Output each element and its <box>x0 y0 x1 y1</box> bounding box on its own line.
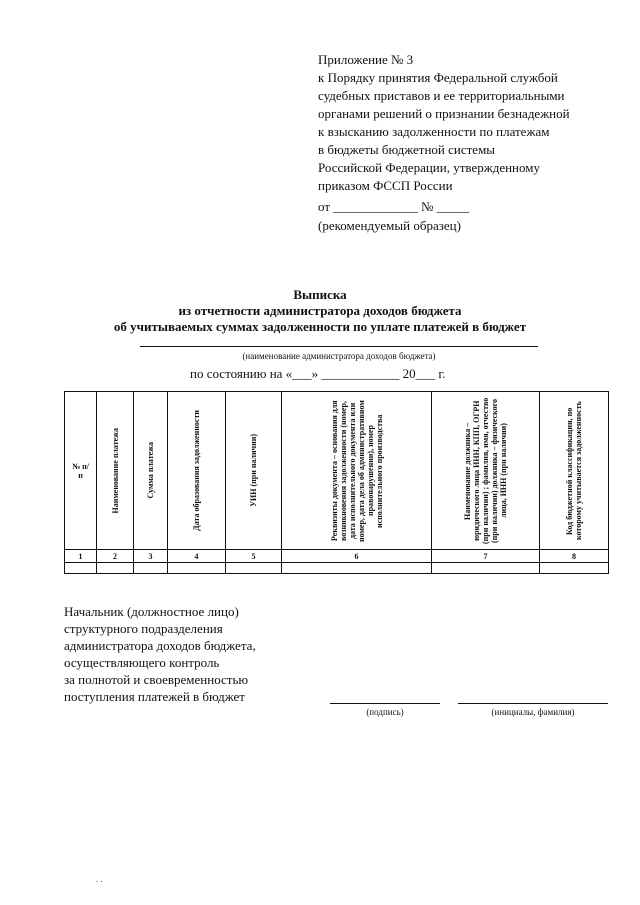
column-number: 6 <box>282 550 432 563</box>
name-field-line <box>458 703 608 704</box>
header-cell <box>226 392 282 550</box>
column-number: 3 <box>134 550 168 563</box>
header-label: Код бюджетной классификации, по которому учитывается задолженность <box>565 401 583 540</box>
table-cell <box>226 563 282 574</box>
appendix-block <box>318 51 570 216</box>
header-cell <box>65 392 97 550</box>
signature-line: администратора доходов бюджета, <box>64 638 256 653</box>
column-number: 2 <box>97 550 134 563</box>
table-cell <box>540 563 609 574</box>
signature-line: осуществляющего контроль <box>64 655 220 670</box>
signature-block <box>64 603 256 705</box>
header-cell <box>134 392 168 550</box>
header-label: Наименование должника – юридического лица ИНН, КПП, ОГРН (при наличии) ; фамилия, имя, отчество (при наличии) должника – физического лица, ИНН (при наличии) <box>463 397 508 544</box>
table-cell <box>97 563 134 574</box>
appendix-line: приказом ФССП России <box>318 178 453 193</box>
column-number: 8 <box>540 550 609 563</box>
table-cell <box>168 563 226 574</box>
header-label: Дата образования задолженности <box>192 410 201 531</box>
header-cell <box>282 392 432 550</box>
appendix-line: Приложение № 3 <box>318 52 414 67</box>
admin-name-line <box>140 346 538 347</box>
column-number: 7 <box>432 550 540 563</box>
header-cell <box>540 392 609 550</box>
statement-table <box>64 391 609 574</box>
table-header-row <box>65 392 609 550</box>
scan-mark: . . <box>96 874 103 884</box>
appendix-line: органами решений о признании безнадежной <box>318 106 570 121</box>
document-subtitle-2: об учитываемых суммах задолженности по уплате платежей в бюджет <box>113 319 527 334</box>
header-cell <box>432 392 540 550</box>
table-cell <box>134 563 168 574</box>
table-numbering-row <box>65 550 609 563</box>
admin-name-caption: (наименование администратора доходов бюджета) <box>242 351 436 361</box>
table-cell <box>65 563 97 574</box>
sample-note: (рекомендуемый образец) <box>318 218 461 233</box>
header-label: УИН (при наличии) <box>249 434 258 507</box>
header-cell <box>97 392 134 550</box>
appendix-line: от _____________ № _____ <box>318 199 470 214</box>
signature-caption: (подпись) <box>366 707 404 717</box>
appendix-line: к Порядку принятия Федеральной службой <box>318 70 558 85</box>
header-label: Реквизиты документа – основания для возникновения задолженности (номер, дата исполнительного документа или номер, дата дела об административном правонарушении), номер исполнительного производства <box>329 399 384 542</box>
header-label: Наименование платежа <box>110 427 120 514</box>
appendix-line: Российской Федерации, утвержденному <box>318 160 540 175</box>
appendix-line: судебных приставов и ее территориальными <box>318 88 565 103</box>
signature-field-line <box>330 703 440 704</box>
signature-line: структурного подразделения <box>64 621 223 636</box>
header-cell <box>168 392 226 550</box>
document-subtitle: из отчетности администратора доходов бюджета <box>178 303 462 318</box>
table-cell <box>432 563 540 574</box>
document-title: Выписка <box>293 287 347 302</box>
column-number: 1 <box>65 550 97 563</box>
header-label: Сумма платежа <box>146 442 155 499</box>
name-caption: (инициалы, фамилия) <box>491 707 575 717</box>
column-number: 4 <box>168 550 226 563</box>
appendix-line: в бюджеты бюджетной системы <box>318 142 496 157</box>
signature-line: Начальник (должностное лицо) <box>64 604 239 619</box>
table-row <box>65 563 609 574</box>
header-number: № п/п <box>72 461 89 480</box>
table-cell <box>282 563 432 574</box>
column-number: 5 <box>226 550 282 563</box>
as-of-date: по состоянию на «___» ____________ 20___ г. <box>190 366 446 381</box>
appendix-line: к взысканию задолженности по платежам <box>318 124 550 139</box>
signature-line: за полнотой и своевременностью <box>64 672 249 687</box>
signature-line: поступления платежей в бюджет <box>64 689 245 704</box>
